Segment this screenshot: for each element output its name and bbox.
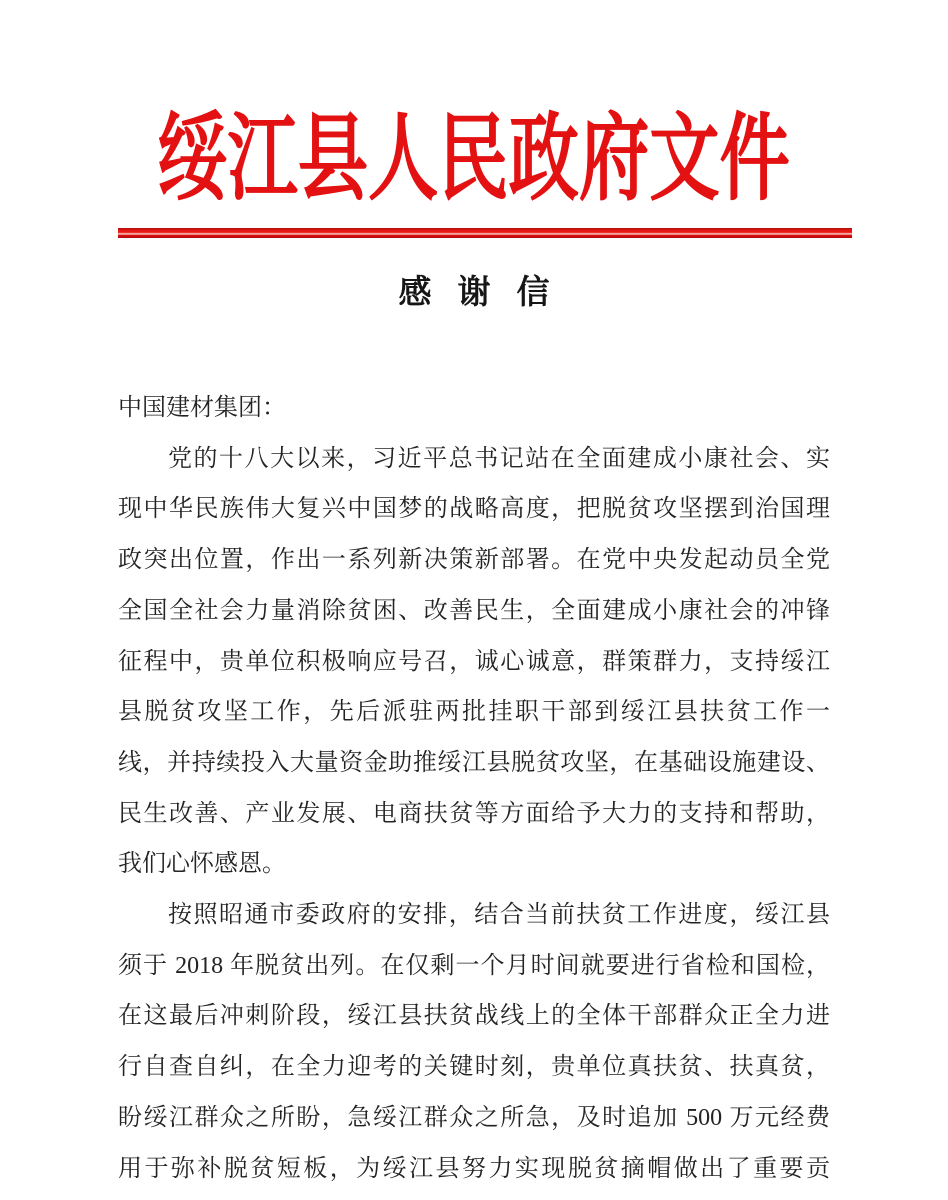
letter-line: 我们心怀感恩。 xyxy=(118,851,286,878)
letter-line: 线，并持续投入大量资金助推绥江县脱贫攻坚，在基础设施建设、 xyxy=(118,749,830,776)
letter-line: 在这最后冲刺阶段，绥江县扶贫战线上的全体干部群众正全力进 xyxy=(118,1003,830,1030)
letter-line: 县脱贫攻坚工作，先后派驻两批挂职干部到绥江县扶贫工作一 xyxy=(118,699,830,726)
letter-line: 征程中，贵单位积极响应号召，诚心诚意，群策群力，支持绥江 xyxy=(118,648,830,675)
letterhead-masthead xyxy=(0,104,948,214)
letter-line: 民生改善、产业发展、电商扶贫等方面给予大力的支持和帮助， xyxy=(118,800,830,827)
letter-title: 感谢信 xyxy=(398,275,576,311)
letter-line: 盼绥江群众之所盼，急绥江群众之所急，及时追加 500 万元经费 xyxy=(118,1104,830,1131)
letter-line: 行自查自纠，在全力迎考的关键时刻，贵单位真扶贫、扶真贫， xyxy=(118,1054,830,1081)
letter-line: 用于弥补脱贫短板，为绥江县努力实现脱贫摘帽做出了重要贡 xyxy=(118,1155,830,1182)
letter-line: 政突出位置，作出一系列新决策新部署。在党中央发起动员全党 xyxy=(118,547,830,574)
salutation-line: 中国建材集团： xyxy=(118,395,286,421)
letter-line: 全国全社会力量消除贫困、改善民生，全面建成小康社会的冲锋 xyxy=(118,597,830,624)
letter-line: 党的十八大以来，习近平总书记站在全面建成小康社会、实 xyxy=(168,445,830,472)
letter-line: 按照昭通市委政府的安排，结合当前扶贫工作进度，绥江县 xyxy=(168,902,830,929)
letter-line: 现中华民族伟大复兴中国梦的战略高度，把脱贫攻坚摆到治国理 xyxy=(118,496,830,523)
letter-body xyxy=(118,383,830,1194)
letter-line: 须于 2018 年脱贫出列。在仅剩一个月时间就要进行省检和国检， xyxy=(118,952,830,979)
letterhead-rule xyxy=(118,228,852,238)
letterhead-title: 绥江县人民政府文件 xyxy=(157,106,791,212)
